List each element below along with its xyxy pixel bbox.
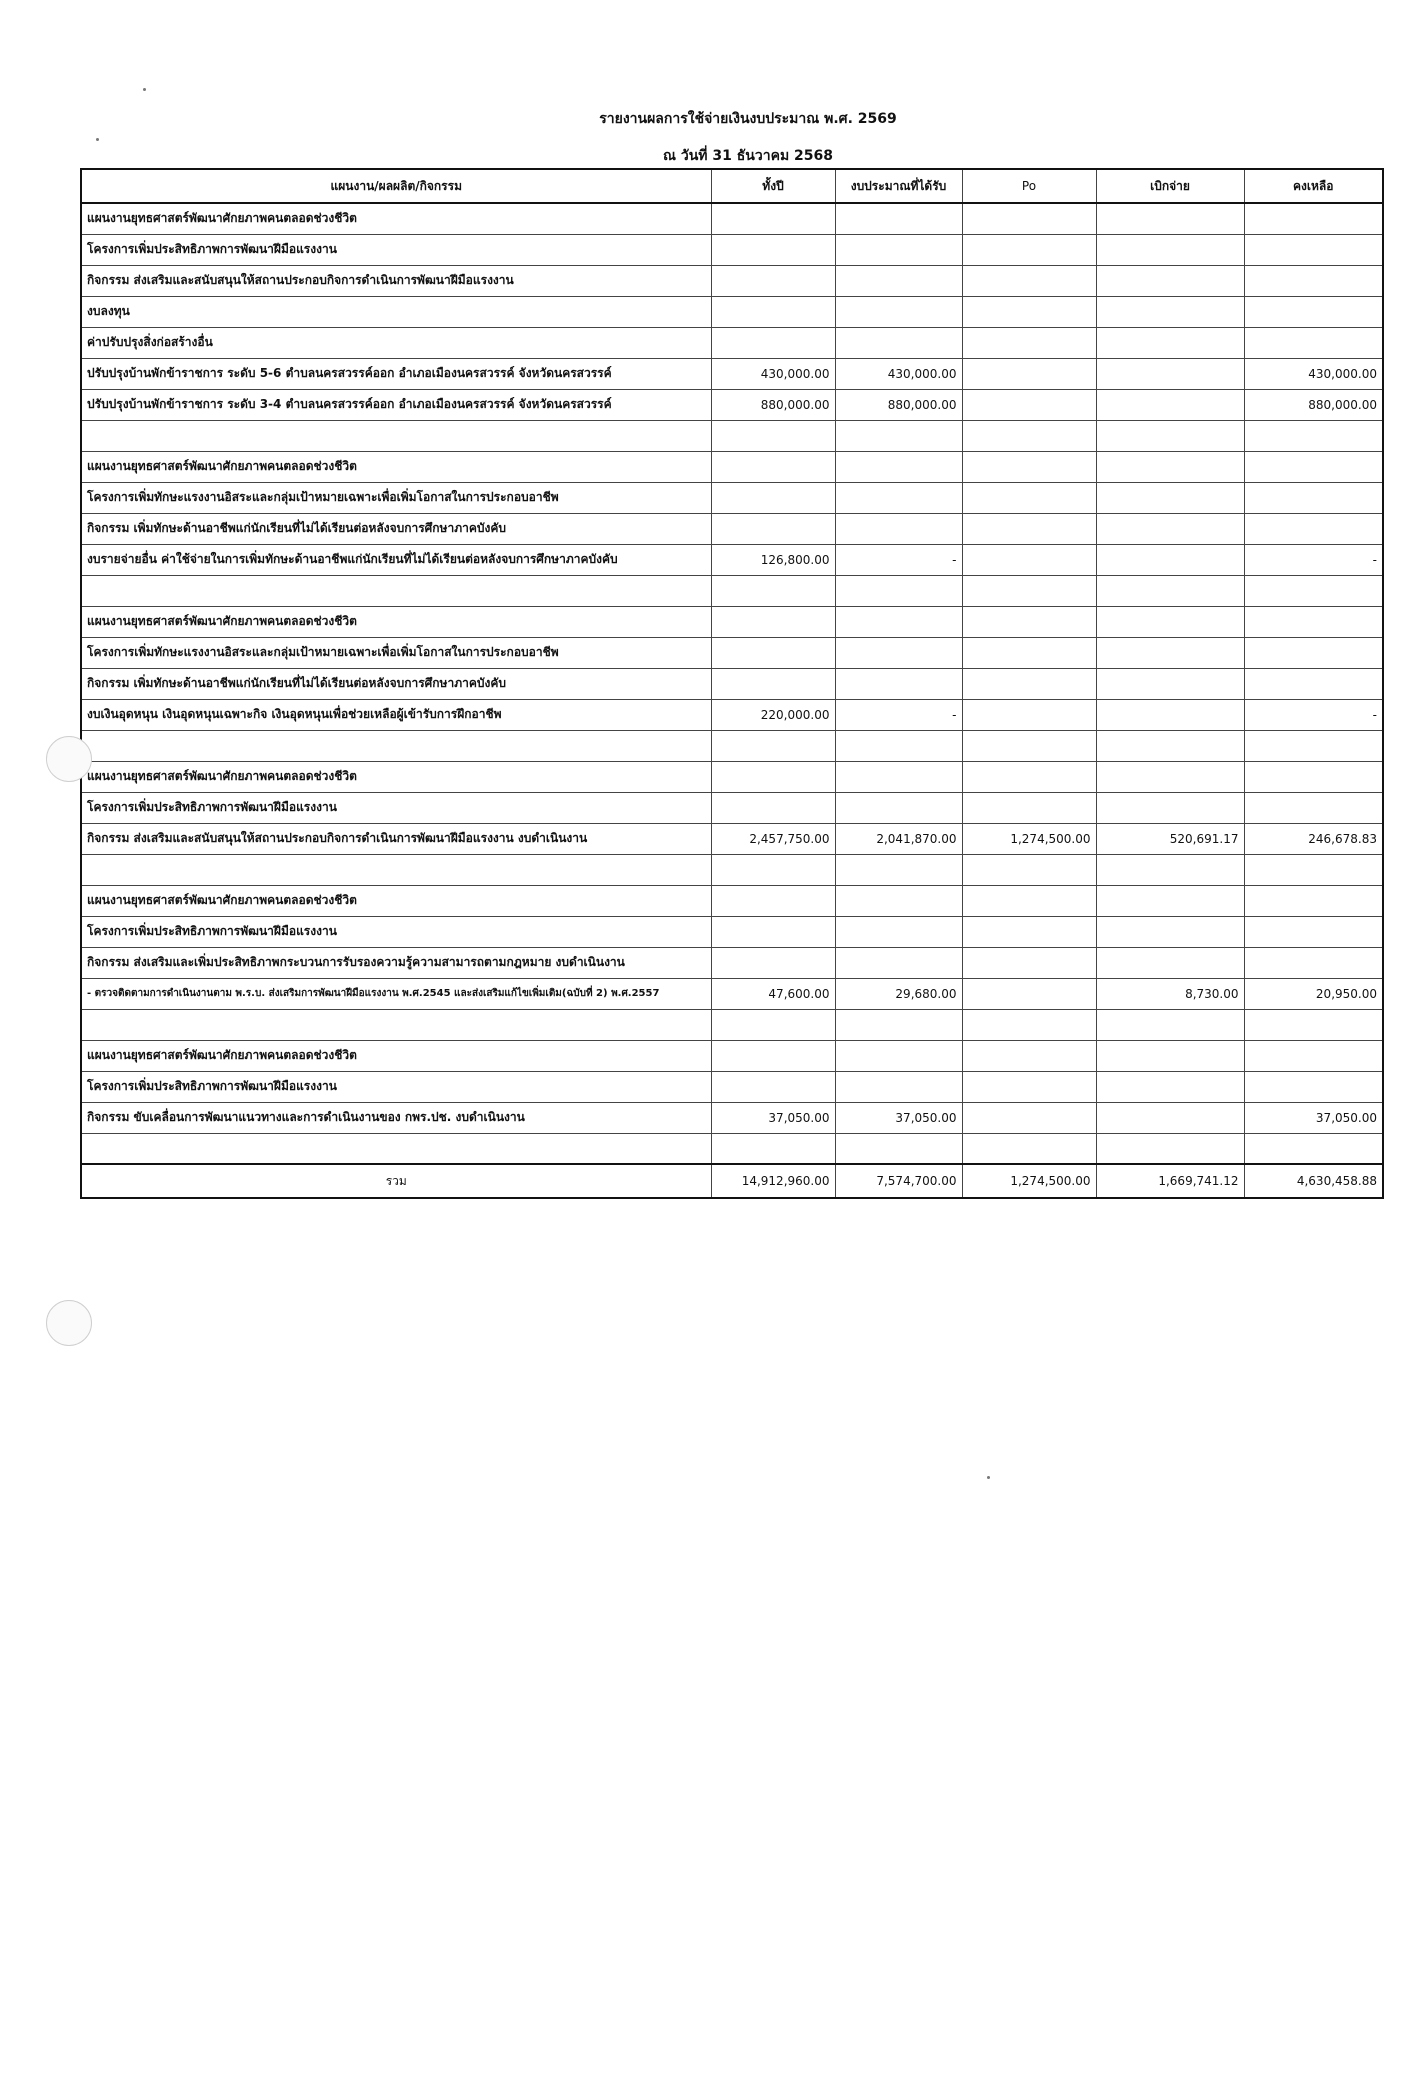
- cell-disbursed: [1096, 1102, 1244, 1133]
- table-row: [81, 203, 1383, 234]
- cell-plan: แผนงานยุทธศาสตร์พัฒนาศักยภาพคนตลอดช่วงชีวิต: [81, 761, 711, 792]
- cell-disbursed: [1096, 203, 1244, 234]
- cell-received: [835, 296, 962, 327]
- cell-disbursed: 520,691.17: [1096, 823, 1244, 854]
- cell-remaining: 430,000.00: [1244, 358, 1383, 389]
- table-header-row: [81, 169, 1383, 203]
- cell-plan: [81, 730, 711, 761]
- cell-remaining: [1244, 885, 1383, 916]
- table-body: [81, 203, 1383, 1164]
- cell-po: [962, 792, 1096, 823]
- table-row: [81, 1040, 1383, 1071]
- cell-annual: [711, 451, 835, 482]
- cell-po: [962, 358, 1096, 389]
- cell-received: [835, 854, 962, 885]
- cell-plan: ปรับปรุงบ้านพักข้าราชการ ระดับ 3-4 ตำบลนครสวรรค์ออก อำเภอเมืองนครสวรรค์ จังหวัดนครสวรรค์: [81, 389, 711, 420]
- cell-plan: แผนงานยุทธศาสตร์พัฒนาศักยภาพคนตลอดช่วงชีวิต: [81, 1040, 711, 1071]
- table-row: [81, 1071, 1383, 1102]
- cell-disbursed: [1096, 792, 1244, 823]
- cell-annual: [711, 575, 835, 606]
- cell-disbursed: [1096, 327, 1244, 358]
- cell-remaining: 37,050.00: [1244, 1102, 1383, 1133]
- cell-annual: 430,000.00: [711, 358, 835, 389]
- cell-received: [835, 885, 962, 916]
- cell-po: [962, 265, 1096, 296]
- cell-disbursed: [1096, 575, 1244, 606]
- table-row: [81, 637, 1383, 668]
- table-row: [81, 854, 1383, 885]
- cell-po: [962, 575, 1096, 606]
- cell-plan: [81, 1133, 711, 1164]
- table-row: [81, 544, 1383, 575]
- cell-po: [962, 296, 1096, 327]
- cell-plan: โครงการเพิ่มประสิทธิภาพการพัฒนาฝีมือแรงงาน: [81, 792, 711, 823]
- table-row: [81, 358, 1383, 389]
- cell-plan: งบลงทุน: [81, 296, 711, 327]
- cell-po: [962, 1040, 1096, 1071]
- cell-disbursed: [1096, 637, 1244, 668]
- cell-annual: [711, 420, 835, 451]
- cell-annual: [711, 854, 835, 885]
- cell-disbursed: [1096, 451, 1244, 482]
- cell-remaining: 246,678.83: [1244, 823, 1383, 854]
- cell-remaining: 880,000.00: [1244, 389, 1383, 420]
- table-row: [81, 265, 1383, 296]
- cell-annual: [711, 761, 835, 792]
- table-row: [81, 1133, 1383, 1164]
- table-row: [81, 792, 1383, 823]
- cell-annual: [711, 1009, 835, 1040]
- cell-plan: กิจกรรม เพิ่มทักษะด้านอาชีพแก่นักเรียนที่ไม่ได้เรียนต่อหลังจบการศึกษาภาคบังคับ: [81, 513, 711, 544]
- cell-remaining: [1244, 296, 1383, 327]
- cell-received: [835, 1133, 962, 1164]
- cell-disbursed: [1096, 265, 1244, 296]
- cell-plan: โครงการเพิ่มประสิทธิภาพการพัฒนาฝีมือแรงงาน: [81, 1071, 711, 1102]
- punch-hole: [46, 736, 92, 782]
- cell-annual: 2,457,750.00: [711, 823, 835, 854]
- cell-received: [835, 916, 962, 947]
- cell-annual: [711, 606, 835, 637]
- cell-po: [962, 513, 1096, 544]
- cell-po: [962, 761, 1096, 792]
- cell-annual: [711, 1040, 835, 1071]
- table-row: [81, 482, 1383, 513]
- cell-plan: [81, 854, 711, 885]
- cell-annual: [711, 265, 835, 296]
- punch-hole: [46, 1300, 92, 1346]
- cell-annual: [711, 947, 835, 978]
- cell-annual: [711, 1133, 835, 1164]
- cell-remaining: [1244, 854, 1383, 885]
- cell-annual: 126,800.00: [711, 544, 835, 575]
- cell-plan: - ตรวจติดตามการดำเนินงานตาม พ.ร.บ. ส่งเสริมการพัฒนาฝีมือแรงงาน พ.ศ.2545 และส่งเสริมแก้ไขเพิ่มเติม(ฉบับที่ 2) พ.ศ.2557: [81, 978, 711, 1009]
- cell-received: 430,000.00: [835, 358, 962, 389]
- cell-remaining: [1244, 327, 1383, 358]
- cell-disbursed: [1096, 1071, 1244, 1102]
- cell-disbursed: [1096, 544, 1244, 575]
- cell-plan: โครงการเพิ่มทักษะแรงงานอิสระและกลุ่มเป้าหมายเฉพาะเพื่อเพิ่มโอกาสในการประกอบอาชีพ: [81, 482, 711, 513]
- cell-received: [835, 947, 962, 978]
- cell-disbursed: [1096, 730, 1244, 761]
- cell-annual: [711, 637, 835, 668]
- budget-table: [80, 168, 1384, 1199]
- cell-disbursed: [1096, 668, 1244, 699]
- cell-plan: แผนงานยุทธศาสตร์พัฒนาศักยภาพคนตลอดช่วงชีวิต: [81, 203, 711, 234]
- col-header-received: งบประมาณที่ได้รับ: [835, 169, 962, 203]
- cell-plan: กิจกรรม เพิ่มทักษะด้านอาชีพแก่นักเรียนที่ไม่ได้เรียนต่อหลังจบการศึกษาภาคบังคับ: [81, 668, 711, 699]
- cell-remaining: [1244, 668, 1383, 699]
- cell-annual: 880,000.00: [711, 389, 835, 420]
- table-row: [81, 513, 1383, 544]
- cell-plan: กิจกรรม ส่งเสริมและเพิ่มประสิทธิภาพกระบวนการรับรองความรู้ความสามารถตามกฎหมาย งบดำเนินงาน: [81, 947, 711, 978]
- cell-disbursed: [1096, 296, 1244, 327]
- col-header-annual: ทั้งปี: [711, 169, 835, 203]
- cell-received: [835, 1071, 962, 1102]
- cell-remaining: [1244, 947, 1383, 978]
- cell-disbursed: [1096, 854, 1244, 885]
- table-row: [81, 978, 1383, 1009]
- cell-disbursed: [1096, 761, 1244, 792]
- cell-disbursed: [1096, 885, 1244, 916]
- cell-annual: [711, 482, 835, 513]
- cell-plan: [81, 575, 711, 606]
- cell-plan: กิจกรรม ขับเคลื่อนการพัฒนาแนวทางและการดำเนินงานของ กพร.ปช. งบดำเนินงาน: [81, 1102, 711, 1133]
- table-row: [81, 389, 1383, 420]
- scan-speck: [987, 1476, 990, 1479]
- cell-received: [835, 730, 962, 761]
- cell-annual: [711, 296, 835, 327]
- cell-remaining: [1244, 916, 1383, 947]
- table-row: [81, 420, 1383, 451]
- cell-received: 37,050.00: [835, 1102, 962, 1133]
- table-row: [81, 668, 1383, 699]
- cell-plan: ค่าปรับปรุงสิ่งก่อสร้างอื่น: [81, 327, 711, 358]
- cell-po: [962, 606, 1096, 637]
- cell-plan: [81, 1009, 711, 1040]
- cell-received: [835, 203, 962, 234]
- cell-disbursed: 8,730.00: [1096, 978, 1244, 1009]
- cell-received: 29,680.00: [835, 978, 962, 1009]
- cell-po: [962, 1133, 1096, 1164]
- total-received: 7,574,700.00: [835, 1164, 962, 1198]
- cell-po: [962, 234, 1096, 265]
- cell-remaining: [1244, 234, 1383, 265]
- cell-annual: [711, 327, 835, 358]
- table-row: [81, 761, 1383, 792]
- cell-received: 880,000.00: [835, 389, 962, 420]
- cell-received: -: [835, 699, 962, 730]
- cell-po: [962, 668, 1096, 699]
- table-row: [81, 916, 1383, 947]
- cell-remaining: [1244, 730, 1383, 761]
- cell-remaining: [1244, 1009, 1383, 1040]
- total-disbursed: 1,669,741.12: [1096, 1164, 1244, 1198]
- cell-po: [962, 730, 1096, 761]
- cell-annual: [711, 792, 835, 823]
- cell-po: [962, 389, 1096, 420]
- scan-speck: [143, 88, 146, 91]
- cell-received: [835, 606, 962, 637]
- table-row: [81, 327, 1383, 358]
- cell-remaining: [1244, 265, 1383, 296]
- table-row: [81, 234, 1383, 265]
- table-row: [81, 575, 1383, 606]
- cell-remaining: -: [1244, 544, 1383, 575]
- cell-remaining: [1244, 513, 1383, 544]
- cell-plan: แผนงานยุทธศาสตร์พัฒนาศักยภาพคนตลอดช่วงชีวิต: [81, 451, 711, 482]
- cell-annual: [711, 730, 835, 761]
- cell-annual: [711, 668, 835, 699]
- cell-po: [962, 327, 1096, 358]
- cell-remaining: [1244, 761, 1383, 792]
- total-po: 1,274,500.00: [962, 1164, 1096, 1198]
- cell-po: [962, 203, 1096, 234]
- cell-annual: [711, 203, 835, 234]
- cell-annual: 220,000.00: [711, 699, 835, 730]
- cell-po: [962, 947, 1096, 978]
- col-header-disbursed: เบิกจ่าย: [1096, 169, 1244, 203]
- cell-annual: [711, 234, 835, 265]
- col-header-po: Po: [962, 169, 1096, 203]
- cell-plan: [81, 420, 711, 451]
- cell-po: 1,274,500.00: [962, 823, 1096, 854]
- cell-disbursed: [1096, 420, 1244, 451]
- cell-remaining: [1244, 420, 1383, 451]
- cell-po: [962, 451, 1096, 482]
- cell-po: [962, 699, 1096, 730]
- cell-po: [962, 482, 1096, 513]
- cell-annual: [711, 885, 835, 916]
- cell-plan: กิจกรรม ส่งเสริมและสนับสนุนให้สถานประกอบกิจการดำเนินการพัฒนาฝีมือแรงงาน: [81, 265, 711, 296]
- cell-plan: โครงการเพิ่มทักษะแรงงานอิสระและกลุ่มเป้าหมายเฉพาะเพื่อเพิ่มโอกาสในการประกอบอาชีพ: [81, 637, 711, 668]
- total-label: รวม: [81, 1164, 711, 1198]
- total-remaining: 4,630,458.88: [1244, 1164, 1383, 1198]
- cell-received: [835, 1009, 962, 1040]
- cell-plan: งบเงินอุดหนุน เงินอุดหนุนเฉพาะกิจ เงินอุดหนุนเพื่อช่วยเหลือผู้เข้ารับการฝึกอาชีพ: [81, 699, 711, 730]
- report-title: รายงานผลการใช้จ่ายเงินงบประมาณ พ.ศ. 2569: [599, 111, 897, 127]
- cell-received: -: [835, 544, 962, 575]
- cell-po: [962, 885, 1096, 916]
- cell-po: [962, 544, 1096, 575]
- cell-po: [962, 637, 1096, 668]
- cell-received: [835, 420, 962, 451]
- cell-annual: [711, 1071, 835, 1102]
- cell-disbursed: [1096, 482, 1244, 513]
- cell-received: [835, 1040, 962, 1071]
- cell-received: [835, 265, 962, 296]
- cell-received: [835, 761, 962, 792]
- total-annual: 14,912,960.00: [711, 1164, 835, 1198]
- cell-remaining: [1244, 792, 1383, 823]
- cell-disbursed: [1096, 234, 1244, 265]
- cell-received: [835, 451, 962, 482]
- cell-disbursed: [1096, 947, 1244, 978]
- cell-disbursed: [1096, 358, 1244, 389]
- cell-remaining: [1244, 606, 1383, 637]
- cell-remaining: [1244, 1133, 1383, 1164]
- cell-received: [835, 792, 962, 823]
- cell-remaining: [1244, 1071, 1383, 1102]
- table-row: [81, 823, 1383, 854]
- cell-po: [962, 1009, 1096, 1040]
- cell-annual: 37,050.00: [711, 1102, 835, 1133]
- cell-po: [962, 916, 1096, 947]
- total-row: [81, 1164, 1383, 1198]
- cell-remaining: 20,950.00: [1244, 978, 1383, 1009]
- cell-disbursed: [1096, 1040, 1244, 1071]
- table-row: [81, 699, 1383, 730]
- cell-received: [835, 575, 962, 606]
- col-header-remaining: คงเหลือ: [1244, 169, 1383, 203]
- cell-plan: ปรับปรุงบ้านพักข้าราชการ ระดับ 5-6 ตำบลนครสวรรค์ออก อำเภอเมืองนครสวรรค์ จังหวัดนครสวรรค์: [81, 358, 711, 389]
- cell-po: [962, 1071, 1096, 1102]
- cell-po: [962, 978, 1096, 1009]
- table-row: [81, 1102, 1383, 1133]
- cell-plan: แผนงานยุทธศาสตร์พัฒนาศักยภาพคนตลอดช่วงชีวิต: [81, 885, 711, 916]
- cell-disbursed: [1096, 606, 1244, 637]
- cell-annual: 47,600.00: [711, 978, 835, 1009]
- col-header-plan: แผนงาน/ผลผลิต/กิจกรรม: [81, 169, 711, 203]
- table-row: [81, 1009, 1383, 1040]
- table-row: [81, 606, 1383, 637]
- report-date: ณ วันที่ 31 ธันวาคม 2568: [662, 148, 834, 164]
- cell-received: [835, 327, 962, 358]
- cell-received: [835, 668, 962, 699]
- cell-received: [835, 482, 962, 513]
- cell-plan: กิจกรรม ส่งเสริมและสนับสนุนให้สถานประกอบกิจการดำเนินการพัฒนาฝีมือแรงงาน งบดำเนินงาน: [81, 823, 711, 854]
- cell-plan: โครงการเพิ่มประสิทธิภาพการพัฒนาฝีมือแรงงาน: [81, 916, 711, 947]
- cell-remaining: [1244, 451, 1383, 482]
- table-row: [81, 296, 1383, 327]
- table-row: [81, 885, 1383, 916]
- cell-received: 2,041,870.00: [835, 823, 962, 854]
- cell-remaining: [1244, 1040, 1383, 1071]
- cell-disbursed: [1096, 1133, 1244, 1164]
- table-row: [81, 451, 1383, 482]
- table-row: [81, 947, 1383, 978]
- cell-received: [835, 513, 962, 544]
- cell-remaining: [1244, 575, 1383, 606]
- cell-disbursed: [1096, 916, 1244, 947]
- cell-disbursed: [1096, 1009, 1244, 1040]
- cell-plan: แผนงานยุทธศาสตร์พัฒนาศักยภาพคนตลอดช่วงชีวิต: [81, 606, 711, 637]
- cell-received: [835, 637, 962, 668]
- cell-po: [962, 854, 1096, 885]
- cell-annual: [711, 916, 835, 947]
- cell-po: [962, 420, 1096, 451]
- cell-remaining: [1244, 482, 1383, 513]
- cell-remaining: [1244, 203, 1383, 234]
- cell-disbursed: [1096, 389, 1244, 420]
- scan-speck: [96, 138, 99, 141]
- cell-plan: โครงการเพิ่มประสิทธิภาพการพัฒนาฝีมือแรงงาน: [81, 234, 711, 265]
- cell-remaining: [1244, 637, 1383, 668]
- cell-disbursed: [1096, 513, 1244, 544]
- cell-plan: งบรายจ่ายอื่น ค่าใช้จ่ายในการเพิ่มทักษะด้านอาชีพแก่นักเรียนที่ไม่ได้เรียนต่อหลังจบการศึกษาภาคบังคับ: [81, 544, 711, 575]
- cell-po: [962, 1102, 1096, 1133]
- cell-annual: [711, 513, 835, 544]
- cell-remaining: -: [1244, 699, 1383, 730]
- table-row: [81, 730, 1383, 761]
- cell-disbursed: [1096, 699, 1244, 730]
- cell-received: [835, 234, 962, 265]
